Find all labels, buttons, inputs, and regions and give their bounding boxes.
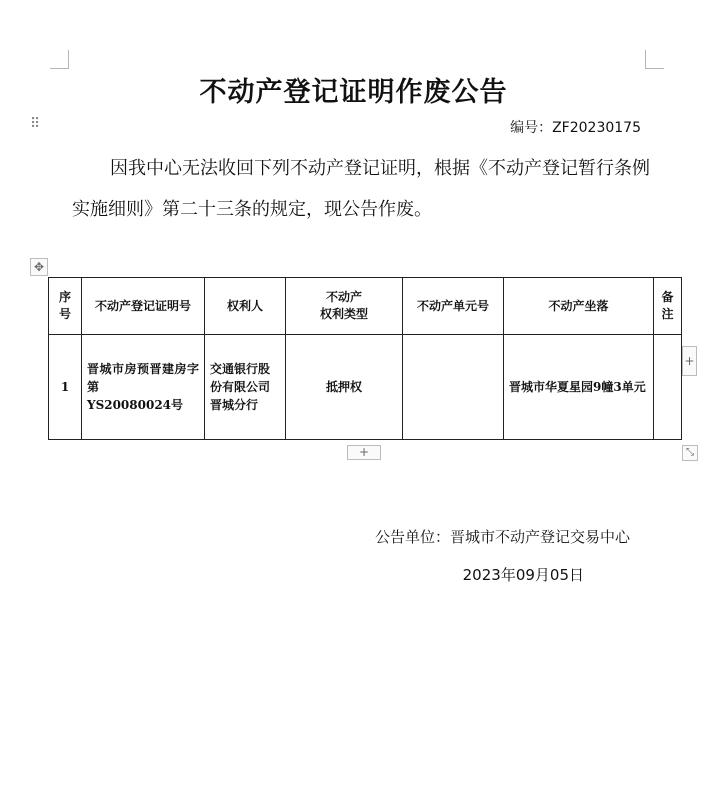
header-right-type (286, 278, 403, 335)
table-resize-handle-icon[interactable]: ⤡ (682, 445, 698, 461)
cell-cert-no (82, 335, 205, 440)
cell-holder: 交通银行股份有限公司晋城分行 (205, 335, 286, 440)
announcement-body: 因我中心无法收回下列不动产登记证明，根据《不动产登记暂行条例实施细则》第二十三条的规定，现公告作废。 (72, 158, 650, 220)
reference-value: ZF20230175 (552, 120, 641, 136)
cell-location: 晋城市华夏星园9幢3单元 (504, 335, 654, 440)
table-move-handle-icon[interactable]: ✥ (30, 258, 48, 276)
add-row-button[interactable]: + (347, 445, 381, 460)
header-holder: 权利人 (205, 278, 286, 335)
table-row (49, 335, 682, 440)
header-location: 不动产坐落 (504, 278, 654, 335)
header-seq: 序号 (49, 278, 82, 335)
certificate-table (48, 277, 682, 440)
cell-remark (654, 335, 682, 440)
header-right-type-line2: 权利类型 (319, 307, 368, 321)
cell-right-type: 抵押权 (286, 335, 403, 440)
cell-cert-no-line2: YS20080024号 (87, 398, 184, 412)
header-remark: 备注 (654, 278, 682, 335)
announcement-date: 2023年09月05日 (462, 566, 584, 584)
cell-cert-no-line1: 晋城市房预晋建房字第 (87, 362, 199, 394)
cell-unit-no (403, 335, 504, 440)
header-unit-no: 不动产单元号 (403, 278, 504, 335)
page-corner-mark-top-left (50, 50, 69, 69)
add-column-button[interactable]: + (682, 346, 697, 376)
page-corner-mark-top-right (645, 50, 664, 69)
reference-number (510, 117, 641, 137)
header-right-type-line1: 不动产 (325, 290, 362, 304)
document-title: 不动产登记证明作废公告 (199, 77, 508, 108)
paragraph-drag-handle-icon[interactable]: ⠿ (30, 116, 41, 132)
header-cert-no: 不动产登记证明号 (82, 278, 205, 335)
issuing-unit: 公告单位：晋城市不动产登记交易中心 (374, 528, 630, 546)
reference-label: 编号： (510, 120, 553, 136)
table-header-row (49, 278, 682, 335)
cell-seq: 1 (49, 335, 82, 440)
